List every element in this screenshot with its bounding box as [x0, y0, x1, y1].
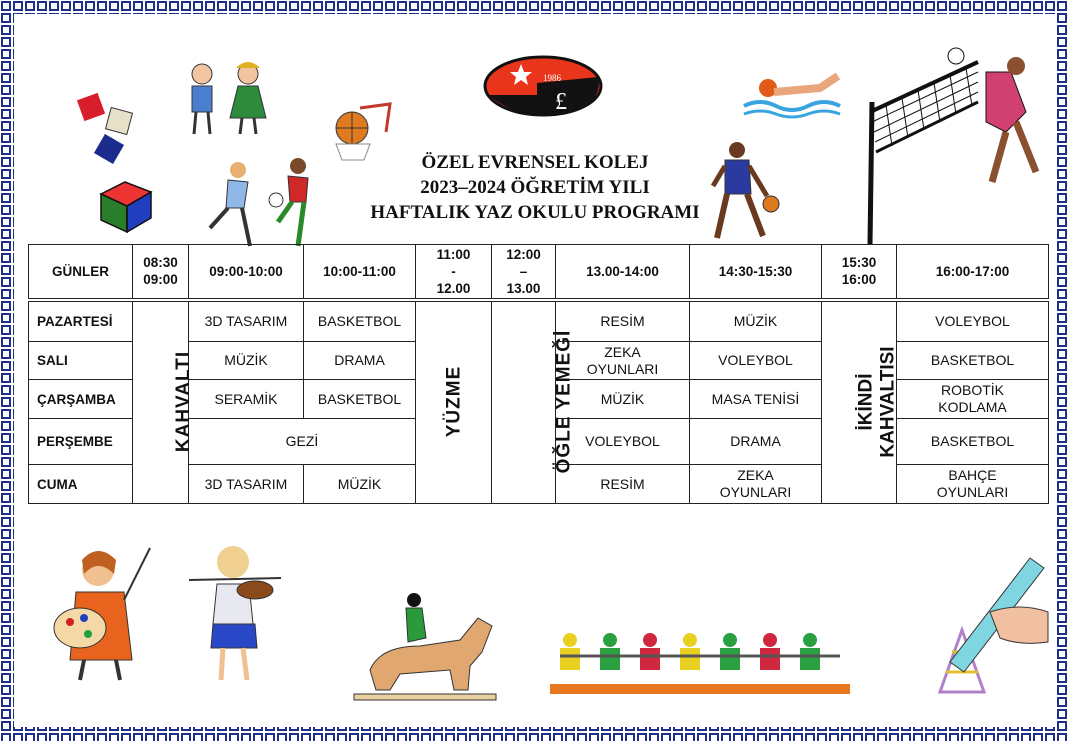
activity-cell: MÜZİK — [690, 300, 822, 342]
school-logo — [483, 55, 603, 117]
basketball-hoop-image — [330, 102, 394, 162]
header-cell: 13.00-14:00 — [556, 245, 690, 300]
yuzme-label: YÜZME — [443, 366, 464, 438]
kahvalti-cell — [133, 300, 195, 504]
paper-children-chain-image — [550, 628, 850, 698]
activity-cell: RESİM — [556, 465, 690, 504]
activity-cell: BASKETBOL — [304, 380, 416, 419]
table-row — [29, 300, 1049, 342]
ikindi-label-line1: İKİNDİ — [855, 373, 877, 431]
activity-cell: VOLEYBOL — [556, 418, 690, 465]
ikindi-label-line2: KAHVALTISI — [877, 346, 899, 458]
activity-cell: DRAMA — [690, 418, 822, 465]
rubiks-cube-image — [97, 180, 155, 235]
logo-year: 1986 — [543, 73, 561, 83]
yuzme-cell — [416, 300, 492, 504]
program-title: HAFTALIK YAZ OKULU PROGRAMI — [370, 202, 700, 223]
activity-cell: ROBOTİK KODLAMA — [897, 380, 1049, 419]
volleyball-net-image — [866, 42, 1046, 247]
ogle-yemegi-label: ÖĞLE YEMEĞİ — [553, 330, 575, 474]
violin-girl-image — [185, 540, 285, 695]
ogle-yemegi-cell — [492, 300, 575, 504]
activity-cell: ZEKA OYUNLARI — [556, 341, 690, 380]
activity-cell: MÜZİK — [189, 341, 304, 380]
schedule-table — [28, 244, 1049, 504]
day-cell: PAZARTESİ — [29, 300, 133, 342]
football-players-image — [198, 156, 328, 251]
activity-cell: DRAMA — [304, 341, 416, 380]
header-cell: 15:30 16:00 — [822, 245, 897, 300]
activity-cell: 3D TASARIM — [189, 465, 304, 504]
activity-cell: MÜZİK — [556, 380, 690, 419]
header-cell: 10:00-11:00 — [304, 245, 416, 300]
ikindi-kahvaltisi-label — [856, 347, 900, 458]
header-cell: 11:00 - 12.00 — [416, 245, 492, 300]
header-cell: 09:00-10:00 — [189, 245, 304, 300]
header-cell: GÜNLER — [29, 245, 133, 300]
3d-pen-image — [880, 542, 1050, 697]
activity-cell: BASKETBOL — [897, 418, 1049, 465]
ikindi-kahvaltisi-cell — [822, 300, 897, 504]
day-cell: SALI — [29, 341, 133, 380]
activity-cell: GEZİ — [189, 418, 416, 465]
activity-cell: VOLEYBOL — [690, 341, 822, 380]
activity-cell: ZEKA OYUNLARI — [690, 465, 822, 504]
children-drawing-image — [180, 58, 275, 138]
logo-letter: £ — [555, 89, 567, 115]
horse-rider-image — [350, 590, 500, 710]
activity-cell: RESİM — [556, 300, 690, 342]
swimmer-image — [740, 68, 845, 123]
day-cell: CUMA — [29, 465, 133, 504]
activity-cell: MASA TENİSİ — [690, 380, 822, 419]
day-cell: PERŞEMBE — [29, 418, 133, 465]
header-cell: 12:00 – 13.00 — [492, 245, 556, 300]
header-cell: 14:30-15:30 — [690, 245, 822, 300]
school-name: ÖZEL EVRENSEL KOLEJ — [421, 152, 649, 173]
activity-cell: 3D TASARIM — [189, 300, 304, 342]
basketball-player-image — [705, 138, 785, 243]
activity-cell: MÜZİK — [304, 465, 416, 504]
activity-cell: SERAMİK — [189, 380, 304, 419]
academic-year: 2023–2024 ÖĞRETİM YILI — [420, 177, 650, 198]
kahvalti-label: KAHVALTI — [173, 351, 195, 453]
day-cell: ÇARŞAMBA — [29, 380, 133, 419]
activity-cell: BASKETBOL — [897, 341, 1049, 380]
activity-cell: BAHÇE OYUNLARI — [897, 465, 1049, 504]
activity-cell: BASKETBOL — [304, 300, 416, 342]
header-row — [29, 245, 1049, 300]
header-cell: 16:00-17:00 — [897, 245, 1049, 300]
header-cell: 08:30 09:00 — [133, 245, 189, 300]
painter-girl-image — [40, 540, 160, 690]
activity-cell: VOLEYBOL — [897, 300, 1049, 342]
puzzle-pieces-image — [70, 88, 150, 173]
